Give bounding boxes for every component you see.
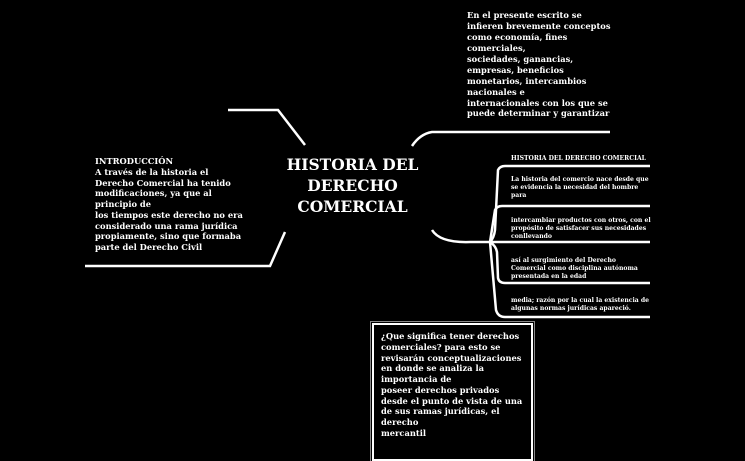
branch-item[interactable]: La historia del comercio nace desde que se evidencia la necesidad del hombre para	[511, 176, 649, 199]
central-topic[interactable]: HISTORIA DEL DERECHO COMERCIAL	[286, 155, 419, 216]
branch-item[interactable]: así al surgimiento del Derecho Comercial como disciplina autónoma presentada en la edad	[511, 257, 638, 280]
branch-item[interactable]: HISTORIA DEL DERECHO COMERCIAL	[511, 155, 646, 162]
question-box[interactable]: ¿Que significa tener derechos comerciales? para esto se revisarán conceptualizaciones en donde se analiza la importancia de poseer derechos privados desde el punto de vista de una de sus ramas jurídicas, el derecho mercantil	[372, 323, 533, 461]
intro-topic[interactable]: INTRODUCCIÓN A través de la historia el Derecho Comercial ha tenido modificaciones, ya que al principio de los tiempos este derecho no era considerado una rama jurídica propiamente, sino que formaba parte del Derecho Civil	[95, 156, 243, 253]
branch-item[interactable]: media; razón por la cual la existencia de algunas normas jurídicas apareció.	[511, 297, 650, 312]
branch-item[interactable]: intercambiar productos con otros, con el propósito de satisfacer sus necesidades conllevando	[511, 217, 651, 240]
top-note[interactable]: En el presente escrito se infieren brevemente conceptos como economía, fines comerciales, sociedades, ganancias, empresas, beneficios monetarios, intercambios nacionales e internacionales con los que se puede determinar y garantizar	[467, 10, 611, 119]
